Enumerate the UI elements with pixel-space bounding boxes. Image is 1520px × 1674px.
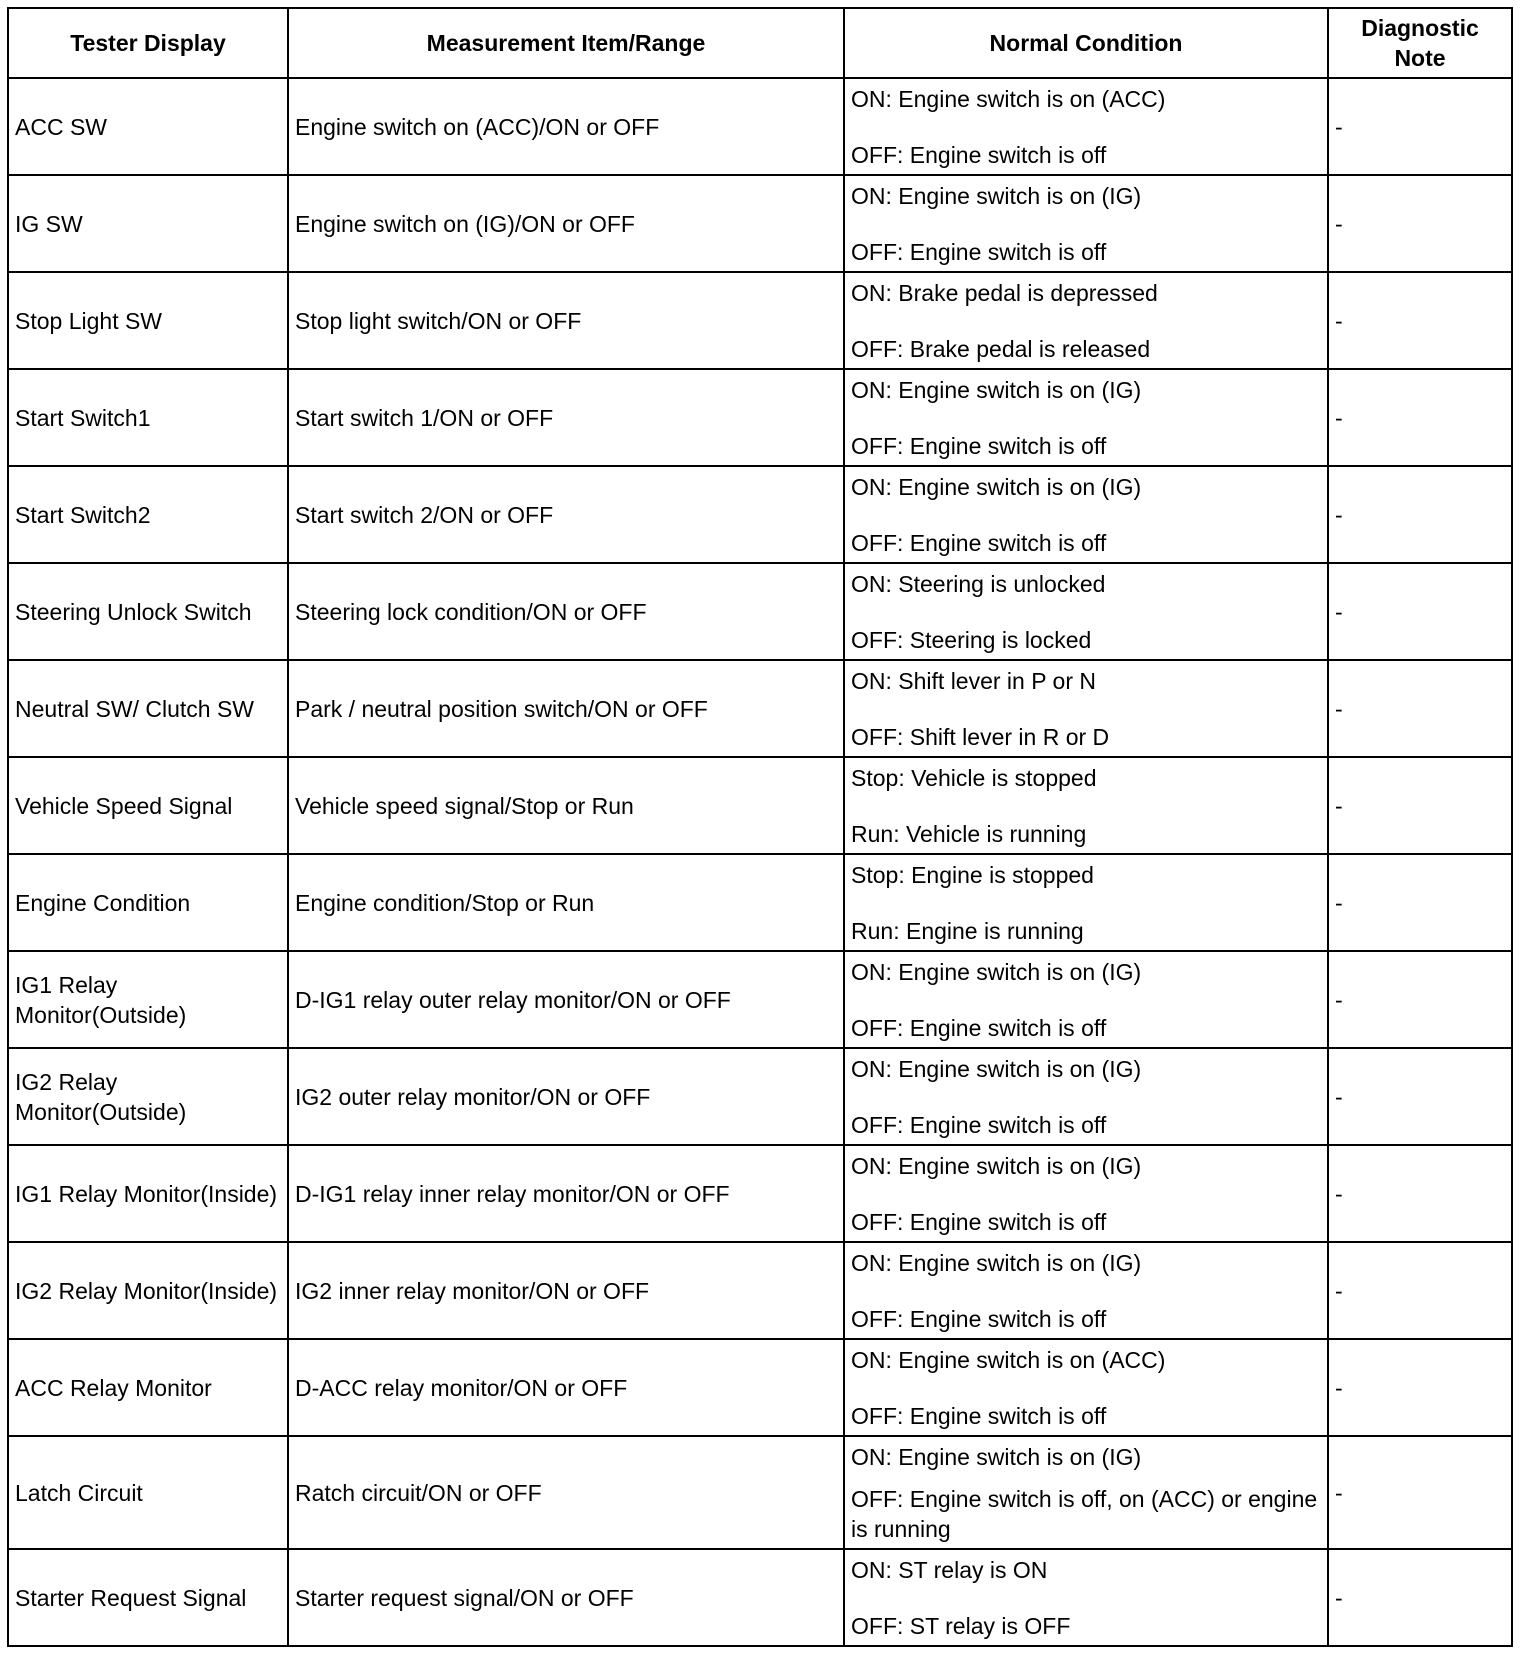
condition-off-text: OFF: Engine switch is off (851, 238, 1107, 265)
condition-off-text: OFF: Engine switch is off (851, 1014, 1107, 1041)
diagnostic-note-cell: - (1328, 854, 1512, 951)
normal-condition-cell (844, 1145, 1328, 1242)
table-row (8, 1436, 1512, 1549)
normal-condition-lines (851, 181, 1321, 267)
diagnostic-note-cell: - (1328, 1549, 1512, 1646)
measurement-item-cell: Steering lock condition/ON or OFF (288, 563, 844, 660)
header-diagnostic-note: Diagnostic Note (1328, 8, 1512, 78)
condition-on-text: ON: Engine switch is on (ACC) (851, 1346, 1166, 1373)
condition-off-text: Run: Engine is running (851, 917, 1084, 944)
tester-display-cell: IG1 Relay Monitor(Inside) (8, 1145, 288, 1242)
diagnostic-note-cell: - (1328, 563, 1512, 660)
condition-on-text: ON: Engine switch is on (ACC) (851, 85, 1166, 112)
table-row (8, 369, 1512, 466)
normal-condition-lines (851, 1151, 1321, 1237)
condition-off-text: OFF: Brake pedal is released (851, 335, 1151, 362)
measurement-item-cell: Engine condition/Stop or Run (288, 854, 844, 951)
tester-display-cell: Latch Circuit (8, 1436, 288, 1549)
normal-condition-lines (851, 278, 1321, 364)
normal-condition-lines (851, 957, 1321, 1043)
table-header-row (8, 8, 1512, 78)
condition-on-text: ON: Engine switch is on (IG) (851, 376, 1142, 403)
diagnostic-note-cell: - (1328, 1145, 1512, 1242)
diagnostic-note-cell: - (1328, 1048, 1512, 1145)
condition-off-text: OFF: Shift lever in R or D (851, 723, 1110, 750)
normal-condition-lines (851, 763, 1321, 849)
tester-display-cell: Engine Condition (8, 854, 288, 951)
tester-display-cell: IG2 Relay Monitor(Outside) (8, 1048, 288, 1145)
condition-on-text: ON: Engine switch is on (IG) (851, 1055, 1142, 1082)
normal-condition-lines (851, 1442, 1321, 1544)
condition-on-text: ON: ST relay is ON (851, 1556, 1048, 1583)
table-body (8, 78, 1512, 1646)
normal-condition-cell (844, 854, 1328, 951)
condition-on-text: ON: Engine switch is on (IG) (851, 958, 1142, 985)
normal-condition-lines (851, 472, 1321, 558)
table-row (8, 563, 1512, 660)
condition-off-text: OFF: Engine switch is off (851, 1305, 1107, 1332)
table-row (8, 951, 1512, 1048)
measurement-item-cell: IG2 outer relay monitor/ON or OFF (288, 1048, 844, 1145)
tester-display-cell: IG SW (8, 175, 288, 272)
tester-display-cell: IG2 Relay Monitor(Inside) (8, 1242, 288, 1339)
tester-display-cell: Start Switch1 (8, 369, 288, 466)
tester-display-cell: Start Switch2 (8, 466, 288, 563)
condition-off-text: OFF: Engine switch is off (851, 432, 1107, 459)
table-row (8, 466, 1512, 563)
condition-on-text: Stop: Engine is stopped (851, 861, 1094, 888)
measurement-item-cell: Starter request signal/ON or OFF (288, 1549, 844, 1646)
diagnostic-note-cell: - (1328, 466, 1512, 563)
condition-on-text: ON: Engine switch is on (IG) (851, 1152, 1142, 1179)
diagnostic-note-cell: - (1328, 78, 1512, 175)
normal-condition-cell (844, 466, 1328, 563)
condition-on-text: Stop: Vehicle is stopped (851, 764, 1097, 791)
table-row (8, 660, 1512, 757)
header-tester-display: Tester Display (8, 8, 288, 78)
table-row (8, 854, 1512, 951)
measurement-item-cell: Ratch circuit/ON or OFF (288, 1436, 844, 1549)
measurement-item-cell: Start switch 1/ON or OFF (288, 369, 844, 466)
measurement-item-cell: D-ACC relay monitor/ON or OFF (288, 1339, 844, 1436)
tester-display-cell: ACC SW (8, 78, 288, 175)
table-row (8, 1242, 1512, 1339)
normal-condition-lines (851, 1248, 1321, 1334)
diagnostic-note-cell: - (1328, 951, 1512, 1048)
normal-condition-lines (851, 666, 1321, 752)
condition-off-text: OFF: Engine switch is off, on (ACC) or engine is running (851, 1485, 1318, 1542)
diagnostic-note-cell: - (1328, 1242, 1512, 1339)
measurement-item-cell: Start switch 2/ON or OFF (288, 466, 844, 563)
normal-condition-lines (851, 1555, 1321, 1641)
normal-condition-cell (844, 175, 1328, 272)
normal-condition-cell (844, 1436, 1328, 1549)
measurement-item-cell: D-IG1 relay inner relay monitor/ON or OFF (288, 1145, 844, 1242)
condition-off-text: OFF: Engine switch is off (851, 1111, 1107, 1138)
diagnostic-note-cell: - (1328, 757, 1512, 854)
condition-off-text: Run: Vehicle is running (851, 820, 1087, 847)
measurement-item-cell: Engine switch on (ACC)/ON or OFF (288, 78, 844, 175)
table-row (8, 1549, 1512, 1646)
condition-on-text: ON: Engine switch is on (IG) (851, 1249, 1142, 1276)
condition-on-text: ON: Engine switch is on (IG) (851, 1443, 1142, 1470)
condition-on-text: ON: Engine switch is on (IG) (851, 473, 1142, 500)
normal-condition-cell (844, 272, 1328, 369)
normal-condition-cell (844, 1339, 1328, 1436)
measurement-item-cell: D-IG1 relay outer relay monitor/ON or OFF (288, 951, 844, 1048)
header-normal-condition: Normal Condition (844, 8, 1328, 78)
condition-on-text: ON: Steering is unlocked (851, 570, 1106, 597)
condition-off-text: OFF: Engine switch is off (851, 141, 1107, 168)
diagnostic-note-cell: - (1328, 1339, 1512, 1436)
condition-on-text: ON: Brake pedal is depressed (851, 279, 1158, 306)
table-row (8, 78, 1512, 175)
normal-condition-cell (844, 563, 1328, 660)
normal-condition-cell (844, 757, 1328, 854)
tester-display-cell: IG1 Relay Monitor(Outside) (8, 951, 288, 1048)
header-measurement-item: Measurement Item/Range (288, 8, 844, 78)
diagnostic-note-cell: - (1328, 1436, 1512, 1549)
table-row (8, 757, 1512, 854)
condition-on-text: ON: Shift lever in P or N (851, 667, 1096, 694)
tester-display-cell: ACC Relay Monitor (8, 1339, 288, 1436)
condition-off-text: OFF: ST relay is OFF (851, 1612, 1071, 1639)
tester-display-cell: Neutral SW/ Clutch SW (8, 660, 288, 757)
table-row (8, 272, 1512, 369)
normal-condition-cell (844, 1549, 1328, 1646)
table-row (8, 1339, 1512, 1436)
data-list-table (7, 7, 1513, 1647)
normal-condition-lines (851, 569, 1321, 655)
tester-display-cell: Vehicle Speed Signal (8, 757, 288, 854)
normal-condition-lines (851, 1054, 1321, 1140)
measurement-item-cell: Vehicle speed signal/Stop or Run (288, 757, 844, 854)
normal-condition-lines (851, 375, 1321, 461)
normal-condition-cell (844, 951, 1328, 1048)
normal-condition-lines (851, 860, 1321, 946)
tester-display-cell: Stop Light SW (8, 272, 288, 369)
condition-off-text: OFF: Engine switch is off (851, 1208, 1107, 1235)
diagnostic-note-cell: - (1328, 369, 1512, 466)
normal-condition-cell (844, 660, 1328, 757)
normal-condition-cell (844, 369, 1328, 466)
normal-condition-cell (844, 1242, 1328, 1339)
table-row (8, 175, 1512, 272)
tester-display-cell: Steering Unlock Switch (8, 563, 288, 660)
diagnostic-note-cell: - (1328, 660, 1512, 757)
normal-condition-lines (851, 84, 1321, 170)
measurement-item-cell: IG2 inner relay monitor/ON or OFF (288, 1242, 844, 1339)
condition-off-text: OFF: Engine switch is off (851, 529, 1107, 556)
normal-condition-cell (844, 1048, 1328, 1145)
condition-off-text: OFF: Engine switch is off (851, 1402, 1107, 1429)
measurement-item-cell: Park / neutral position switch/ON or OFF (288, 660, 844, 757)
normal-condition-lines (851, 1345, 1321, 1431)
diagnostic-note-cell: - (1328, 272, 1512, 369)
table-row (8, 1145, 1512, 1242)
tester-display-cell: Starter Request Signal (8, 1549, 288, 1646)
measurement-item-cell: Engine switch on (IG)/ON or OFF (288, 175, 844, 272)
measurement-item-cell: Stop light switch/ON or OFF (288, 272, 844, 369)
diagnostic-note-cell: - (1328, 175, 1512, 272)
condition-off-text: OFF: Steering is locked (851, 626, 1092, 653)
normal-condition-cell (844, 78, 1328, 175)
condition-on-text: ON: Engine switch is on (IG) (851, 182, 1142, 209)
table-row (8, 1048, 1512, 1145)
